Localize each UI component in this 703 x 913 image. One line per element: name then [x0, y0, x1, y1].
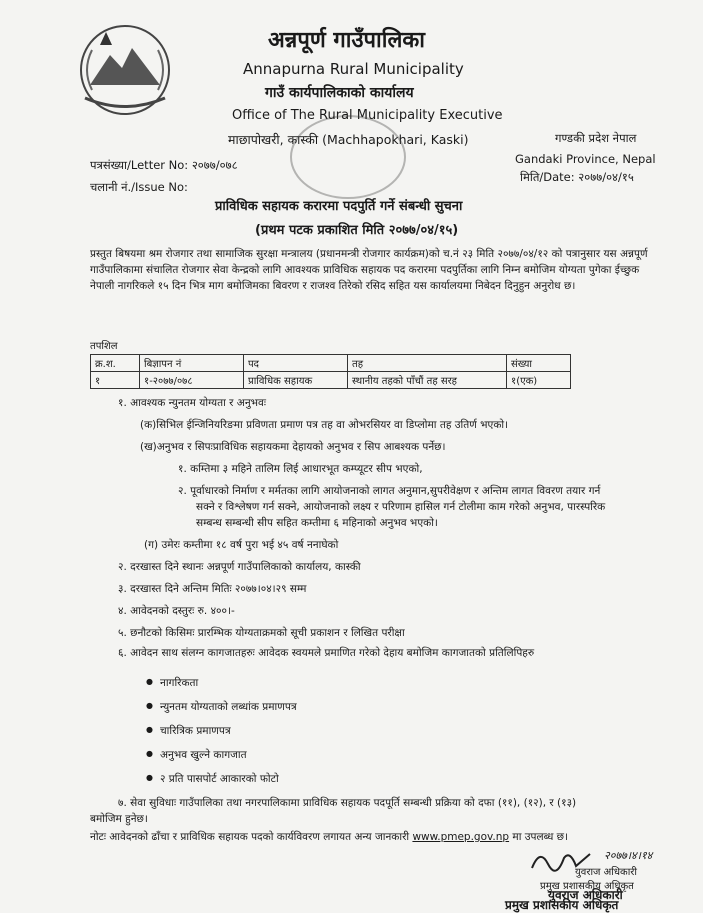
notice-item: २. दरखास्त दिने स्थानः अन्नपूर्ण गाउँपालिकाको कार्यालय, कास्की — [118, 561, 361, 573]
issue-number: चलानी नं./Issue No: — [90, 180, 188, 194]
note-line — [90, 830, 568, 844]
table-cell: स्थानीय तहको पाँचौं तह सरह — [348, 372, 507, 389]
table-cell: १ — [91, 372, 140, 389]
requirement-subitem: १. कम्तिमा ३ महिने तालिम लिई आधारभूत कम्प्यूटर सीप भएको, — [178, 463, 423, 475]
table-label: तपशिल — [90, 341, 118, 352]
province-np: गण्डकी प्रदेश नेपाल — [555, 131, 637, 145]
table-header-row — [91, 355, 571, 372]
document-list-item: ● अनुभव खुल्ने कागजात — [160, 748, 247, 762]
requirement-subitem-cont: सम्बन्ध सम्बन्धी सीप सहित कम्तीमा ६ महिनाको अनुभव भएको। — [196, 517, 438, 529]
letter-number: पत्रसंख्या/Letter No: २०७७/०७८ — [90, 158, 238, 172]
notice-item: ५. छनौटको किसिमः प्रारम्भिक योग्यताक्रमको सूची प्रकाशन र लिखित परीक्षा — [118, 627, 405, 639]
requirement-item: (क)सिभिल ईन्जिनियरिङमा प्रविणता प्रमाण पत्र तह वा ओभरसियर वा डिप्लोमा तह उतिर्ण भएको। — [140, 419, 509, 431]
notice-item: ४. आवेदनको दस्तुरः रु. ४००।- — [118, 605, 235, 617]
document-list-item: ● नागरिकता — [160, 676, 198, 690]
vacancy-table — [90, 354, 571, 389]
table-header: तह — [348, 355, 507, 372]
note-suffix: मा उपलब्ध छ। — [509, 831, 569, 843]
document-list-item: ● २ प्रति पासपोर्ट आकारको फोटो — [160, 772, 279, 786]
table-cell: प्राविधिक सहायक — [244, 372, 348, 389]
service-line-cont: बमोजिम हुनेछ। — [90, 813, 148, 825]
municipality-logo — [70, 10, 180, 120]
signatory-title-small: प्रमुख प्रशासकीय अधिकृत — [540, 881, 634, 892]
table-row — [91, 372, 571, 389]
signature-date: २०७७।४।१४ — [604, 849, 653, 862]
note-text: नोटः आवेदनको ढाँचा र प्राविधिक सहायक पदको कार्यविवरण लगायत अन्य जानकारी — [90, 831, 413, 843]
notice-subtitle: (प्रथम पटक प्रकाशित मिति २०७७/०४/१५) — [255, 223, 459, 238]
province-en: Gandaki Province, Nepal — [515, 152, 656, 166]
office-name-en: Office of The Rural Municipality Executive — [232, 108, 503, 123]
requirement-subitem-cont: सक्ने र विश्लेषण गर्न सक्ने, आयोजनाको लक्ष्य र परिणाम हासिल गर्न टोलीमा काम गरेको अनुभव, पारस्परिक — [196, 501, 606, 513]
notice-body: प्रस्तुत बिषयमा श्रम रोजगार तथा सामाजिक सुरक्षा मन्त्रालय (प्रधानमन्त्री रोजगार कार्यक्रम)को च.नं २३ मिति २०७७/०४/१२ को पत्रानुसार यस अन्नपूर्ण गाउँपालिकामा संचालित रोजगार सेवा केन्द्रको लागि आवश्यक प्राविधिक सहायक पद करारमा पदपुर्तिका लागि निम्न बमोजिम योग्यता पुगेका ईच्छुक नेपाली नागरिकले १५ दिन भित्र माग बमोजिमका बिवरण र राजश्व तिरेको रसिद सहित यस कार्यालयमा निबेदन दिनुहुन अनुरोध छ। — [90, 248, 648, 292]
municipality-name-en: Annapurna Rural Municipality — [243, 60, 464, 78]
table-cell: १(एक) — [507, 372, 571, 389]
notice-item: ६. आवेदन साथ संलग्न कागजातहरुः आवेदक स्वयमले प्रमाणित गरेको देहाय बमोजिम कागजातको प्रतिलिपिहरु — [118, 647, 535, 659]
signatory-title-large: प्रमुख प्रशासकीय अधिकृत — [505, 898, 619, 912]
table-header: बिज्ञापन नं — [140, 355, 244, 372]
letter-date: मिति/Date: २०७७/०४/१५ — [520, 170, 634, 184]
notice-title: प्राविधिक सहायक करारमा पदपुर्ति गर्ने संबन्धी सुचना — [215, 199, 463, 214]
requirement-subitem: २. पूर्वाधारको निर्माण र मर्मतका लागि आयोजनाको लागत अनुमान,सुपरीवेक्षण र अन्तिम लागत विवरण तयार गर्न — [178, 485, 601, 497]
office-name-np: गाउँ कार्यपालिकाको कार्यालय — [265, 85, 414, 101]
table-header: संख्या — [507, 355, 571, 372]
signatory-name-small: युवराज अधिकारी — [575, 867, 637, 878]
requirement-heading: १. आवश्यक न्युनतम योग्यता र अनुभवः — [118, 397, 266, 409]
document-list-item: ● न्युनतम योग्यताको लब्धांक प्रमाणपत्र — [160, 700, 297, 714]
document-list-item: ● चारित्रिक प्रमाणपत्र — [160, 724, 231, 738]
requirement-item: (ग) उमेरः कम्तीमा १८ वर्ष पुरा भई ४५ वर्ष ननाघेको — [144, 539, 339, 551]
requirement-item: (ख)अनुभव र सिपःप्राविधिक सहायकमा देहायको अनुभव र सिप आबश्यक पर्नेछ। — [140, 441, 446, 453]
table-cell: १-२०७७/०७८ — [140, 372, 244, 389]
office-address: माछापोखरी, कास्की (Machhapokhari, Kaski) — [228, 132, 469, 147]
service-line: ७. सेवा सुविधाः गाउँपालिका तथा नगरपालिकामा प्राविधिक सहायक पदपूर्ति सम्बन्धी प्रक्रिया को दफा (११), (१२), र (१३) — [118, 797, 577, 809]
table-header: क्र.श. — [91, 355, 140, 372]
pmep-link[interactable]: www.pmep.gov.np — [412, 831, 510, 843]
municipality-name-np: अन्नपूर्ण गाउँपालिका — [268, 28, 425, 53]
signatory-name-large: युवराज अधिकारी — [548, 888, 623, 902]
office-stamp — [290, 115, 406, 199]
notice-item: ३. दरखास्त दिने अन्तिम मितिः २०७७।०४।२९ सम्म — [118, 583, 307, 595]
table-header: पद — [244, 355, 348, 372]
